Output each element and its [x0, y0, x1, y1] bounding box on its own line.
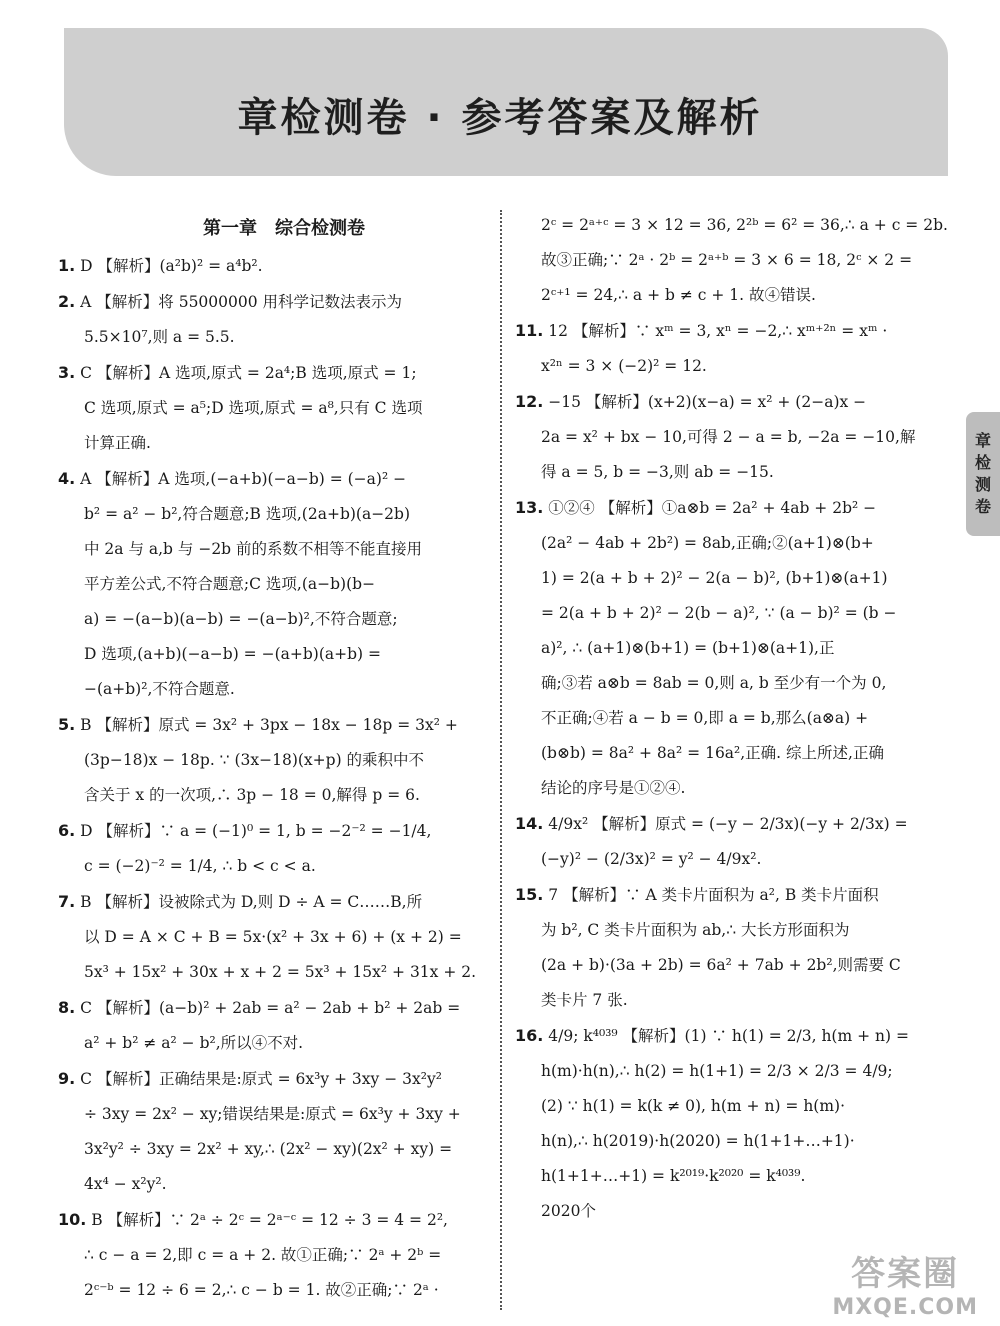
answer-text: D 选项,(a+b)(−a−b) = −(a+b)(a+b) =: [84, 645, 381, 663]
question-number: 12.: [515, 392, 544, 411]
answer-text: 2ᶜ⁻ᵇ = 12 ÷ 6 = 2,∴ c − b = 1. 故②正确;∵ 2ᵃ ·: [84, 1281, 439, 1299]
answer-text: A 【解析】将 55000000 用科学记数法表示为: [80, 293, 403, 311]
answer-line: [515, 561, 947, 596]
answer-line: [58, 637, 490, 672]
answer-text: B 【解析】原式 = 3x² + 3px − 18x − 18p = 3x² +: [80, 716, 458, 734]
answer-text: B 【解析】设被除式为 D,则 D ÷ A = C……B,所: [80, 893, 423, 911]
answer-line: [515, 806, 947, 842]
answer-line: [58, 1238, 490, 1273]
answer-line: [58, 955, 490, 990]
answer-text: 5x³ + 15x² + 30x + x + 2 = 5x³ + 15x² + 31x + 2.: [84, 963, 477, 981]
answer-text: 1) = 2(a + b + 2)² − 2(a − b)², (b+1)⊗(a+1): [541, 569, 888, 587]
answer-text: 7 【解析】∵ A 类卡片面积为 a², B 类卡片面积: [548, 886, 879, 904]
answer-line: [58, 1061, 490, 1097]
answer-line: [58, 813, 490, 849]
answer-text: ÷ 3xy = 2x² − xy;错误结果是:原式 = 6x³y + 3xy +: [84, 1105, 461, 1123]
answer-text: (−y)² − (2/3x)² = y² − 4/9x².: [541, 850, 762, 868]
answer-text: C 【解析】正确结果是:原式 = 6x³y + 3xy − 3x²y²: [80, 1070, 442, 1088]
answer-line: [58, 778, 490, 813]
answer-text: C 【解析】(a−b)² + 2ab = a² − 2ab + b² + 2ab =: [80, 999, 461, 1017]
question-number: 14.: [515, 814, 544, 833]
answer-text: b² = a² − b²,符合题意;B 选项,(2a+b)(a−2b): [84, 505, 411, 523]
answer-line: [58, 920, 490, 955]
answer-text: 5.5×10⁷,则 a = 5.5.: [84, 328, 235, 346]
answer-line: [515, 349, 947, 384]
side-tab: [966, 412, 1000, 536]
answer-text: 计算正确.: [84, 434, 151, 452]
question-number: 3.: [58, 363, 76, 382]
question-number: 4.: [58, 469, 76, 488]
answer-line: [58, 532, 490, 567]
answer-text: D 【解析】∵ a = (−1)⁰ = 1, b = −2⁻² = −1/4,: [80, 822, 432, 840]
question-number: 2.: [58, 292, 76, 311]
answer-text: ①②④ 【解析】①a⊗b = 2a² + 4ab + 2b² −: [548, 499, 877, 517]
answer-text: −(a+b)²,不符合题意.: [84, 680, 235, 698]
answer-line: [515, 701, 947, 736]
answer-line: [58, 497, 490, 532]
answer-text: (2) ∵ h(1) = k(k ≠ 0), h(m + n) = h(m)·: [541, 1097, 846, 1115]
answer-line: [515, 420, 947, 455]
answer-line: [515, 526, 947, 561]
answer-line: [515, 983, 947, 1018]
answer-text: 以 D = A × C + B = 5x·(x² + 3x + 6) + (x + 2) =: [84, 928, 462, 946]
answer-line: [515, 771, 947, 806]
side-tab-char: 检: [974, 453, 991, 472]
page-title: 章检测卷 · 参考答案及解析: [237, 95, 763, 141]
answer-text: 中 2a 与 a,b 与 −2b 前的系数不相等不能直接用: [84, 540, 423, 558]
answer-text: D 【解析】(a²b)² = a⁴b².: [80, 257, 263, 275]
answer-text: 不正确;④若 a − b = 0,即 a = b,那么(a⊗a) +: [541, 709, 869, 727]
answer-text: 4/9x² 【解析】原式 = (−y − 2/3x)(−y + 2/3x) =: [548, 815, 908, 833]
answer-line: [58, 248, 490, 284]
answer-text: 4x⁴ − x²y².: [84, 1175, 167, 1193]
side-tab-char: 测: [974, 475, 991, 494]
answer-text: = 2(a + b + 2)² − 2(b − a)², ∵ (a − b)² = (b −: [541, 604, 897, 622]
answer-line: [58, 284, 490, 320]
answer-line: [515, 842, 947, 877]
answer-text: 确;③若 a⊗b = 8ab = 0,则 a, b 至少有一个为 0,: [541, 674, 887, 692]
answer-text: a)², ∴ (a+1)⊗(b+1) = (b+1)⊗(a+1),正: [541, 639, 835, 657]
answer-line: [515, 596, 947, 631]
answer-line: [515, 455, 947, 490]
column-divider: [500, 210, 502, 1310]
answer-text: 结论的序号是①②④.: [541, 779, 686, 797]
answer-text: 4/9; k⁴⁰³⁹ 【解析】(1) ∵ h(1) = 2/3, h(m + n) =: [548, 1027, 909, 1045]
right-column: [515, 208, 947, 1229]
question-number: 8.: [58, 998, 76, 1017]
answer-text: 得 a = 5, b = −3,则 ab = −15.: [541, 463, 774, 481]
answer-line: [515, 1089, 947, 1124]
answer-line: [58, 1026, 490, 1061]
answer-line: [515, 1124, 947, 1159]
left-column: [58, 210, 490, 1308]
answer-text: 平方差公式,不符合题意;C 选项,(a−b)(b−: [84, 575, 376, 593]
question-number: 10.: [58, 1210, 87, 1229]
side-tab-char: 章: [974, 431, 991, 450]
answer-line: [515, 666, 947, 701]
answer-line: [58, 1273, 490, 1308]
answer-text: C 选项,原式 = a⁵;D 选项,原式 = a⁸,只有 C 选项: [84, 399, 423, 417]
answer-line: [515, 631, 947, 666]
answer-line: [515, 948, 947, 983]
answer-text: (b⊗b) = 8a² + 8a² = 16a²,正确. 综上所述,正确: [541, 744, 884, 762]
answer-text: 2a = x² + bx − 10,可得 2 − a = b, −2a = −10,解: [541, 428, 916, 446]
answer-line: [58, 320, 490, 355]
answer-line: [515, 1159, 947, 1194]
answer-line: [58, 602, 490, 637]
answer-line: [515, 1194, 947, 1229]
answer-text: 2020个: [541, 1202, 596, 1220]
answer-line: [58, 990, 490, 1026]
answer-line: [515, 1018, 947, 1054]
answer-text: 类卡片 7 张.: [541, 991, 628, 1009]
answer-line: [515, 490, 947, 526]
answer-line: [58, 1167, 490, 1202]
answer-line: [58, 391, 490, 426]
answer-text: c = (−2)⁻² = 1/4, ∴ b < c < a.: [84, 857, 316, 875]
answer-line: [58, 1132, 490, 1167]
answer-text: h(1+1+…+1) = k²⁰¹⁹·k²⁰²⁰ = k⁴⁰³⁹.: [541, 1167, 806, 1185]
answer-text: A 【解析】A 选项,(−a+b)(−a−b) = (−a)² −: [80, 470, 407, 488]
answer-line: [58, 849, 490, 884]
question-number: 16.: [515, 1026, 544, 1045]
answer-text: 3x²y² ÷ 3xy = 2x² + xy,∴ (2x² − xy)(2x² + xy) =: [84, 1140, 453, 1158]
answer-text: a² + b² ≠ a² − b²,所以④不对.: [84, 1034, 304, 1052]
answer-text: x²ⁿ = 3 × (−2)² = 12.: [541, 357, 707, 375]
answer-text: 2ᶜ = 2ᵃ⁺ᶜ = 3 × 12 = 36, 2²ᵇ = 6² = 36,∴ a + c = 2b.: [541, 216, 948, 234]
answer-line: [58, 1202, 490, 1238]
answer-text: h(n),∴ h(2019)·h(2020) = h(1+1+…+1)·: [541, 1132, 855, 1150]
answer-text: C 【解析】A 选项,原式 = 2a⁴;B 选项,原式 = 1;: [80, 364, 417, 382]
answer-line: [515, 913, 947, 948]
answer-line: [58, 567, 490, 602]
answer-line: [515, 877, 947, 913]
answer-line: [58, 707, 490, 743]
chapter-title: 第一章 综合检测卷: [203, 218, 365, 239]
watermark-logo: [832, 1246, 978, 1320]
answer-text: a) = −(a−b)(a−b) = −(a−b)²,不符合题意;: [84, 610, 398, 628]
answer-line: [515, 736, 947, 771]
question-number: 11.: [515, 321, 544, 340]
question-number: 6.: [58, 821, 76, 840]
watermark-url: MXQE.COM: [832, 1295, 978, 1320]
answer-line: [58, 461, 490, 497]
answer-text: h(m)·h(n),∴ h(2) = h(1+1) = 2/3 × 2/3 = 4/9;: [541, 1062, 893, 1080]
answer-line: [58, 884, 490, 920]
question-number: 7.: [58, 892, 76, 911]
answer-text: 12 【解析】∵ xᵐ = 3, xⁿ = −2,∴ xᵐ⁺²ⁿ = xᵐ ·: [548, 322, 888, 340]
question-number: 5.: [58, 715, 76, 734]
answer-line: [58, 672, 490, 707]
answer-text: 故③正确;∵ 2ᵃ · 2ᵇ = 2ᵃ⁺ᵇ = 3 × 6 = 18, 2ᶜ × 2 =: [541, 251, 913, 269]
answer-text: (3p−18)x − 18p. ∵ (3x−18)(x+p) 的乘积中不: [84, 751, 425, 769]
answer-text: (2a² − 4ab + 2b²) = 8ab,正确;②(a+1)⊗(b+: [541, 534, 874, 552]
answer-line: [515, 278, 947, 313]
answer-line: [515, 208, 947, 243]
answer-text: −15 【解析】(x+2)(x−a) = x² + (2−a)x −: [548, 393, 867, 411]
answer-text: ∴ c − a = 2,即 c = a + 2. 故①正确;∵ 2ᵃ + 2ᵇ =: [84, 1246, 442, 1264]
answer-line: [58, 743, 490, 778]
answer-line: [58, 426, 490, 461]
answer-line: [515, 243, 947, 278]
answer-line: [515, 313, 947, 349]
question-number: 1.: [58, 256, 76, 275]
answer-text: (2a + b)·(3a + 2b) = 6a² + 7ab + 2b²,则需要 C: [541, 956, 901, 974]
watermark-text: 答案圈: [851, 1254, 960, 1294]
answer-line: [515, 1054, 947, 1089]
answer-text: 为 b², C 类卡片面积为 ab,∴ 大长方形面积为: [541, 921, 850, 939]
answer-line: [58, 355, 490, 391]
side-tab-char: 卷: [974, 497, 991, 516]
answer-text: 2ᶜ⁺¹ = 24,∴ a + b ≠ c + 1. 故④错误.: [541, 286, 816, 304]
answer-text: 含关于 x 的一次项,∴ 3p − 18 = 0,解得 p = 6.: [84, 786, 420, 804]
question-number: 15.: [515, 885, 544, 904]
question-number: 13.: [515, 498, 544, 517]
answer-line: [515, 384, 947, 420]
answer-text: B 【解析】∵ 2ᵃ ÷ 2ᶜ = 2ᵃ⁻ᶜ = 12 ÷ 3 = 4 = 2²,: [91, 1211, 448, 1229]
answer-line: [58, 1097, 490, 1132]
question-number: 9.: [58, 1069, 76, 1088]
